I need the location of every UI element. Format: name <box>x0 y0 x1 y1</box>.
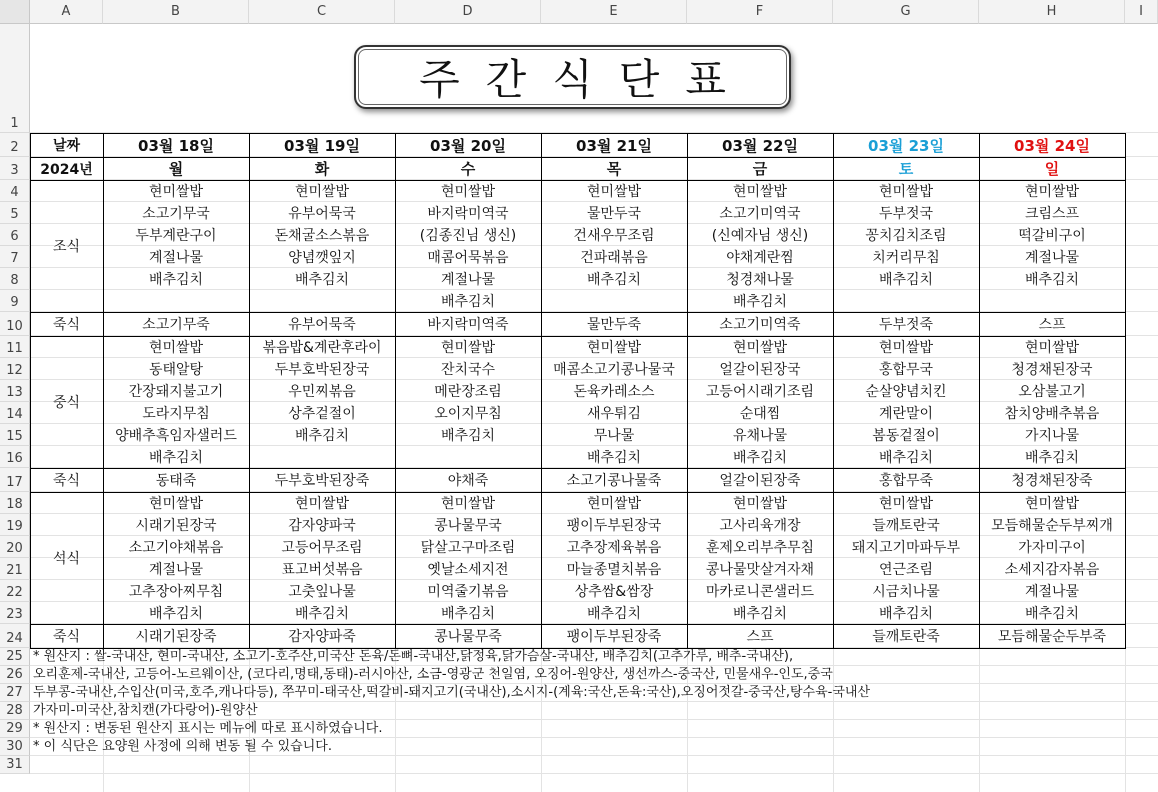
porridge-item[interactable]: 소고기미역죽 <box>719 317 801 333</box>
menu-item[interactable]: 양념깻잎지 <box>288 250 356 266</box>
porridge-item[interactable]: 들깨토란죽 <box>872 629 940 645</box>
menu-item[interactable]: 두부계란구이 <box>135 228 217 244</box>
menu-item[interactable]: 소고기무국 <box>142 206 210 222</box>
row-header[interactable]: 5 <box>0 202 30 224</box>
select-all-corner[interactable] <box>0 0 30 24</box>
table-border <box>30 492 1126 493</box>
menu-item[interactable]: 팽이두부된장국 <box>566 518 662 534</box>
menu-item[interactable]: 현미쌀밥 <box>732 496 788 512</box>
menu-item[interactable]: 배추김치 <box>294 606 350 622</box>
table-border <box>30 133 31 649</box>
row-header[interactable]: 27 <box>0 684 30 702</box>
row-header[interactable]: 22 <box>0 580 30 602</box>
row-header[interactable]: 6 <box>0 224 30 246</box>
menu-item[interactable]: 배추김치 <box>1024 606 1080 622</box>
column-header[interactable]: B <box>103 0 249 24</box>
menu-item[interactable]: 배추김치 <box>586 272 642 288</box>
day-cell[interactable]: 금 <box>752 160 768 178</box>
menu-item[interactable]: 배추김치 <box>732 450 788 466</box>
menu-item[interactable]: 순살양념치킨 <box>865 384 947 400</box>
column-header[interactable]: H <box>979 0 1125 24</box>
menu-item[interactable]: 배추김치 <box>1024 272 1080 288</box>
menu-item[interactable]: 배추김치 <box>586 606 642 622</box>
date-cell[interactable]: 03월 23일 <box>868 136 944 155</box>
menu-item[interactable]: 잔치국수 <box>440 362 496 378</box>
porridge-item[interactable]: 청경채된장죽 <box>1011 473 1093 489</box>
menu-item[interactable]: 소세지감자볶음 <box>1004 562 1100 578</box>
menu-item[interactable]: 고등어무조림 <box>281 540 363 556</box>
row-header[interactable]: 17 <box>0 468 30 492</box>
date-cell[interactable]: 03월 22일 <box>722 136 798 155</box>
menu-item[interactable]: 떡갈비구이 <box>1018 228 1086 244</box>
porridge-item[interactable]: 콩나물무죽 <box>434 629 502 645</box>
menu-item[interactable]: 배추김치 <box>440 428 496 444</box>
menu-item[interactable]: 고춧잎나물 <box>288 584 356 600</box>
menu-item[interactable]: 돈채굴소스볶음 <box>274 228 370 244</box>
table-border <box>30 648 1126 649</box>
menu-item[interactable]: 두부젓국 <box>878 206 934 222</box>
menu-item[interactable]: 물만두국 <box>586 206 642 222</box>
menu-item[interactable]: 간장돼지불고기 <box>128 384 224 400</box>
meal-label[interactable]: 중식 <box>52 395 81 411</box>
menu-item[interactable]: (김종진님 생신) <box>419 228 517 244</box>
menu-item[interactable]: 현미쌀밥 <box>586 340 642 356</box>
menu-item[interactable]: 배추김치 <box>148 450 204 466</box>
menu-item[interactable]: 배추김치 <box>732 606 788 622</box>
menu-item[interactable]: 소고기미역국 <box>719 206 801 222</box>
menu-item[interactable]: 꽁치김치조림 <box>865 228 947 244</box>
menu-item[interactable]: 오삼불고기 <box>1018 384 1086 400</box>
menu-item[interactable]: 유부어묵국 <box>288 206 356 222</box>
date-cell[interactable]: 03월 18일 <box>138 136 214 155</box>
menu-item[interactable]: 옛날소세지전 <box>427 562 509 578</box>
porridge-item[interactable]: 물만두죽 <box>586 317 642 333</box>
row-header[interactable]: 7 <box>0 246 30 268</box>
menu-item[interactable]: 새우튀김 <box>586 406 642 422</box>
menu-item[interactable]: 현미쌀밥 <box>294 496 350 512</box>
menu-item[interactable]: 고등어시래기조림 <box>705 384 815 400</box>
column-header[interactable]: F <box>687 0 833 24</box>
menu-item[interactable]: 두부호박된장국 <box>274 362 370 378</box>
row-header[interactable]: 19 <box>0 514 30 536</box>
menu-item[interactable]: 상추겉절이 <box>288 406 356 422</box>
menu-item[interactable]: 들깨토란국 <box>872 518 940 534</box>
row-header[interactable]: 31 <box>0 756 30 774</box>
date-cell[interactable]: 03월 21일 <box>576 136 652 155</box>
menu-item[interactable]: 청경채나물 <box>726 272 794 288</box>
menu-item[interactable]: 배추김치 <box>294 428 350 444</box>
table-border <box>30 624 1126 625</box>
row-header[interactable]: 8 <box>0 268 30 290</box>
porridge-item[interactable]: 동태죽 <box>155 473 197 489</box>
table-border <box>103 133 104 649</box>
menu-item[interactable]: 현미쌀밥 <box>1024 496 1080 512</box>
note-text[interactable]: 두부콩-국내산,수입산(미국,호주,캐나다등), 쭈꾸미-태국산,떡갈비-돼지고기(국내산),소시지-(계육:국산,돈육:국산),오징어젓갈-중국산,탕수육-국내산 <box>33 685 871 700</box>
note-text[interactable]: * 원산지 : 변동된 원산지 표시는 메뉴에 따로 표시하였습니다. <box>33 721 383 736</box>
menu-item[interactable]: 고사리육개장 <box>719 518 801 534</box>
row-header[interactable]: 24 <box>0 624 30 648</box>
porridge-item[interactable]: 야채죽 <box>447 473 489 489</box>
row-header[interactable]: 26 <box>0 666 30 684</box>
row-header[interactable]: 13 <box>0 380 30 402</box>
row-header[interactable]: 15 <box>0 424 30 446</box>
menu-item[interactable]: 현미쌀밥 <box>878 184 934 200</box>
day-cell[interactable]: 일 <box>1044 160 1060 178</box>
row-header[interactable]: 12 <box>0 358 30 380</box>
table-border <box>541 133 542 649</box>
porridge-item[interactable]: 유부어묵죽 <box>288 317 356 333</box>
menu-item[interactable]: 홍합무국 <box>878 362 934 378</box>
column-header[interactable]: A <box>30 0 103 24</box>
menu-item[interactable]: 배추김치 <box>878 272 934 288</box>
menu-item[interactable]: 치커리무침 <box>872 250 940 266</box>
menu-item[interactable]: 현미쌀밥 <box>148 496 204 512</box>
menu-item[interactable]: 매콤어묵볶음 <box>427 250 509 266</box>
row-header[interactable]: 10 <box>0 312 30 336</box>
menu-item[interactable]: 상추쌈&쌈장 <box>574 584 654 600</box>
table-border <box>30 312 1126 313</box>
meal-label[interactable]: 석식 <box>52 551 81 567</box>
menu-item[interactable]: 계절나물 <box>440 272 496 288</box>
menu-item[interactable]: 고추장아찌무침 <box>128 584 224 600</box>
menu-item[interactable]: 현미쌀밥 <box>586 184 642 200</box>
menu-item[interactable]: 시금치나물 <box>872 584 940 600</box>
menu-item[interactable]: 감자양파국 <box>288 518 356 534</box>
menu-item[interactable]: 현미쌀밥 <box>1024 184 1080 200</box>
menu-item[interactable]: 돼지고기마파두부 <box>851 540 961 556</box>
menu-item[interactable]: 배추김치 <box>732 294 788 310</box>
menu-item[interactable]: 메란장조림 <box>434 384 502 400</box>
menu-item[interactable]: 가자미구이 <box>1018 540 1086 556</box>
menu-item[interactable]: 계절나물 <box>1024 584 1080 600</box>
menu-item[interactable]: 볶음밥&계란후라이 <box>262 340 382 356</box>
row-header[interactable]: 1 <box>0 24 30 133</box>
day-cell[interactable]: 토 <box>898 160 914 178</box>
menu-item[interactable]: 시래기된장국 <box>135 518 217 534</box>
row-header[interactable]: 20 <box>0 536 30 558</box>
menu-item[interactable]: 배추김치 <box>294 272 350 288</box>
row-header[interactable]: 23 <box>0 602 30 624</box>
menu-item[interactable]: 현미쌀밥 <box>440 184 496 200</box>
table-border <box>687 133 688 649</box>
menu-item[interactable]: 현미쌀밥 <box>732 184 788 200</box>
menu-item[interactable]: 배추김치 <box>878 450 934 466</box>
menu-item[interactable]: 돈육카레소스 <box>573 384 655 400</box>
porridge-item[interactable]: 두부젓죽 <box>878 317 934 333</box>
menu-item[interactable]: 바지락미역국 <box>427 206 509 222</box>
day-cell[interactable]: 월 <box>168 160 184 178</box>
meal-label[interactable]: 조식 <box>52 239 81 255</box>
menu-item[interactable]: (신예자님 생신) <box>711 228 809 244</box>
column-header[interactable]: E <box>541 0 687 24</box>
menu-item[interactable]: 계절나물 <box>1024 250 1080 266</box>
menu-item[interactable]: 무나물 <box>593 428 635 444</box>
row-header[interactable]: 21 <box>0 558 30 580</box>
menu-item[interactable]: 닭살고구마조림 <box>420 540 516 556</box>
date-cell[interactable]: 03월 24일 <box>1014 136 1090 155</box>
page-title: 주간식단표 <box>419 55 752 104</box>
date-cell[interactable]: 03월 19일 <box>284 136 360 155</box>
menu-item[interactable]: 미역줄기볶음 <box>427 584 509 600</box>
menu-item[interactable]: 모듬해물순두부찌개 <box>991 518 1113 534</box>
menu-item[interactable]: 크림스프 <box>1024 206 1080 222</box>
menu-item[interactable]: 소고기야채볶음 <box>128 540 224 556</box>
menu-item[interactable]: 봄동겉절이 <box>872 428 940 444</box>
menu-item[interactable]: 얼갈이된장국 <box>719 362 801 378</box>
menu-item[interactable]: 배추김치 <box>440 606 496 622</box>
row-header[interactable]: 28 <box>0 702 30 720</box>
gridline <box>30 773 1158 774</box>
porridge-item[interactable]: 얼갈이된장죽 <box>719 473 801 489</box>
row-header[interactable]: 16 <box>0 446 30 468</box>
date-label[interactable]: 날짜 <box>52 138 81 154</box>
menu-item[interactable]: 오이지무침 <box>434 406 502 422</box>
row-header[interactable]: 9 <box>0 290 30 312</box>
menu-item[interactable]: 현미쌀밥 <box>440 340 496 356</box>
menu-item[interactable]: 건새우무조림 <box>573 228 655 244</box>
menu-item[interactable]: 마카로니콘샐러드 <box>705 584 815 600</box>
menu-item[interactable]: 배추김치 <box>148 272 204 288</box>
porridge-item[interactable]: 스프 <box>1038 317 1066 333</box>
porridge-item[interactable]: 소고기콩나물죽 <box>566 473 662 489</box>
menu-item[interactable]: 현미쌀밥 <box>294 184 350 200</box>
porridge-item[interactable]: 감자양파죽 <box>288 629 356 645</box>
row-header[interactable]: 11 <box>0 336 30 358</box>
menu-item[interactable]: 마늘종멸치볶음 <box>566 562 662 578</box>
menu-item[interactable]: 동태알탕 <box>148 362 204 378</box>
menu-item[interactable]: 현미쌀밥 <box>878 496 934 512</box>
menu-item[interactable]: 현미쌀밥 <box>732 340 788 356</box>
menu-item[interactable]: 현미쌀밥 <box>878 340 934 356</box>
menu-item[interactable]: 현미쌀밥 <box>148 184 204 200</box>
menu-item[interactable]: 가지나물 <box>1024 428 1080 444</box>
menu-item[interactable]: 계란말이 <box>878 406 934 422</box>
note-text[interactable]: * 이 식단은 요양원 사정에 의해 변동 될 수 있습니다. <box>33 739 332 754</box>
title-box <box>354 45 791 109</box>
table-border <box>30 468 1126 469</box>
menu-item[interactable]: 야채계란찜 <box>726 250 794 266</box>
porridge-item[interactable]: 바지락미역죽 <box>427 317 509 333</box>
day-cell[interactable]: 화 <box>314 160 330 178</box>
porridge-label[interactable]: 죽식 <box>52 629 81 645</box>
row-header[interactable]: 30 <box>0 738 30 756</box>
note-text[interactable]: 가자미-미국산,참치캔(가다랑어)-원양산 <box>33 703 258 718</box>
year-label[interactable]: 2024년 <box>40 161 93 178</box>
table-border <box>30 336 1126 337</box>
table-border <box>979 133 980 649</box>
row-header[interactable]: 29 <box>0 720 30 738</box>
porridge-item[interactable]: 팽이두부된장죽 <box>566 629 662 645</box>
column-header[interactable]: D <box>395 0 541 24</box>
menu-item[interactable]: 청경채된장국 <box>1011 362 1093 378</box>
porridge-item[interactable]: 두부호박된장죽 <box>274 473 370 489</box>
column-header[interactable]: C <box>249 0 395 24</box>
menu-item[interactable]: 현미쌀밥 <box>1024 340 1080 356</box>
row-header[interactable]: 14 <box>0 402 30 424</box>
day-cell[interactable]: 목 <box>606 160 622 178</box>
table-border <box>30 157 1126 158</box>
table-border <box>249 133 250 649</box>
note-text[interactable]: * 원산지 : 쌀-국내산, 현미-국내산, 소고기-호주산,미국산 돈육/돈뼈-국내산,닭정육,닭가슴살-국내산, 배추김치(고추가루, 배추-국내산), <box>33 649 794 664</box>
menu-item[interactable]: 표고버섯볶음 <box>281 562 363 578</box>
note-text[interactable]: 오리훈제-국내산, 고등어-노르웨이산, (코다리,명태,동태)-러시아산, 소금-영광군 천일염, 오징어-원양산, 생선까스-중국산, 민물새우-인도,중국 <box>33 667 833 682</box>
porridge-item[interactable]: 모듬해물순두부죽 <box>997 629 1107 645</box>
row-header[interactable]: 4 <box>0 180 30 202</box>
menu-item[interactable]: 배추김치 <box>1024 450 1080 466</box>
menu-item[interactable]: 현미쌀밥 <box>148 340 204 356</box>
menu-item[interactable]: 배추김치 <box>148 606 204 622</box>
menu-item[interactable]: 배추김치 <box>440 294 496 310</box>
menu-item[interactable]: 건파래볶음 <box>580 250 648 266</box>
menu-item[interactable]: 계절나물 <box>148 250 204 266</box>
menu-item[interactable]: 우민찌볶음 <box>288 384 356 400</box>
porridge-item[interactable]: 스프 <box>746 629 774 645</box>
porridge-item[interactable]: 시래기된장죽 <box>135 629 217 645</box>
date-cell[interactable]: 03월 20일 <box>430 136 506 155</box>
menu-item[interactable]: 순대찜 <box>739 406 781 422</box>
menu-item[interactable]: 배추김치 <box>586 450 642 466</box>
menu-item[interactable]: 계절나물 <box>148 562 204 578</box>
menu-item[interactable]: 연근조림 <box>878 562 934 578</box>
porridge-label[interactable]: 죽식 <box>52 473 81 489</box>
menu-item[interactable]: 콩나물맛살겨자채 <box>705 562 815 578</box>
column-header[interactable]: G <box>833 0 979 24</box>
row-header[interactable]: 2 <box>0 133 30 157</box>
day-cell[interactable]: 수 <box>460 160 476 178</box>
menu-item[interactable]: 배추김치 <box>878 606 934 622</box>
menu-item[interactable]: 도라지무침 <box>142 406 210 422</box>
menu-item[interactable]: 양배추흑임자샐러드 <box>115 428 237 444</box>
porridge-item[interactable]: 홍합무죽 <box>878 473 934 489</box>
porridge-label[interactable]: 죽식 <box>52 317 81 333</box>
row-header[interactable]: 25 <box>0 648 30 666</box>
menu-item[interactable]: 훈제오리부추무침 <box>705 540 815 556</box>
menu-item[interactable]: 참치양배추볶음 <box>1004 406 1100 422</box>
porridge-item[interactable]: 소고기무죽 <box>142 317 210 333</box>
row-header[interactable]: 3 <box>0 157 30 180</box>
menu-item[interactable]: 유채나물 <box>732 428 788 444</box>
menu-item[interactable]: 현미쌀밥 <box>440 496 496 512</box>
menu-item[interactable]: 현미쌀밥 <box>586 496 642 512</box>
table-border <box>30 133 1126 134</box>
table-border <box>30 180 1126 181</box>
table-border <box>1125 133 1126 649</box>
menu-item[interactable]: 매콤소고기콩나물국 <box>553 362 675 378</box>
table-border <box>833 133 834 649</box>
menu-item[interactable]: 콩나물무국 <box>434 518 502 534</box>
row-header[interactable]: 18 <box>0 492 30 514</box>
column-header[interactable]: I <box>1125 0 1158 24</box>
table-border <box>395 133 396 649</box>
menu-item[interactable]: 고추장제육볶음 <box>566 540 662 556</box>
